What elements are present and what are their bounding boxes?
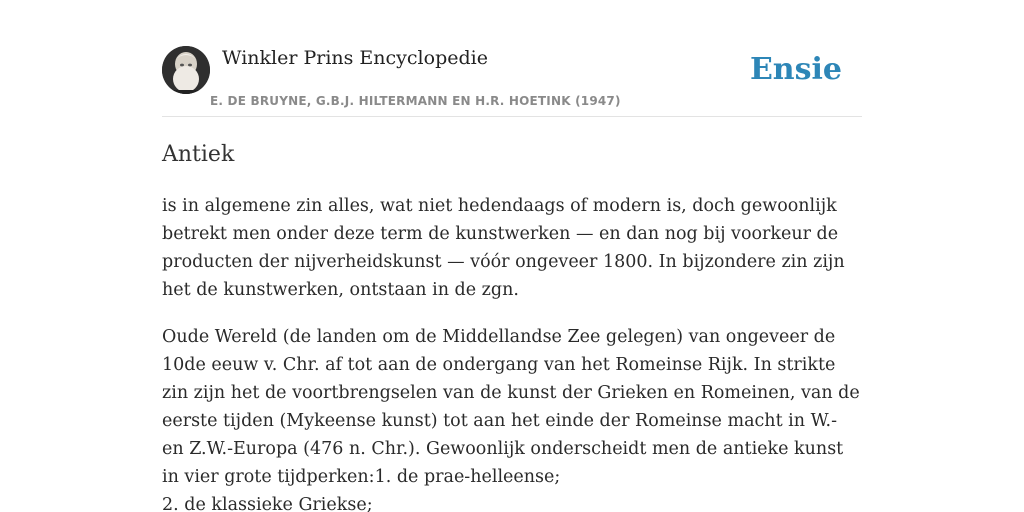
list-item-2: 2. de klassieke Griekse; [162, 495, 373, 512]
entry-body [162, 192, 862, 512]
brand-logo[interactable]: Ensie [749, 52, 842, 87]
entry-paragraph-2-text: Oude Wereld (de landen om de Middellandse Zee gelegen) van ongeveer de 10de eeuw v. Chr. af tot aan de ondergang van het Romeinse Rijk. In strikte zin zijn het de voortbrengselen van de kunst der Grieken en Romeinen, van de eerste tijden (Mykeense kunst) tot aan het einde der Romeinse macht in W.- en Z.W.-Europa (476 n. Chr.). Gewoonlijk onderscheidt men de antieke kunst in vier grote tijdperken:1. de prae-helleense; [162, 327, 860, 487]
portrait-avatar-icon [162, 46, 210, 94]
entry-paragraph-2 [162, 323, 862, 512]
entry-paragraph-1: is in algemene zin alles, wat niet hedendaags of modern is, doch gewoonlijk betrekt men onder deze term de kunstwerken — en dan nog bij voorkeur de producten der nijverheidskunst — vóór ongeveer 1800. In bijzondere zin zijn het de kunstwerken, ontstaan in de zgn. [162, 196, 845, 300]
source-header [162, 44, 862, 117]
entry-title: Antiek [162, 142, 235, 167]
source-title[interactable]: Winkler Prins Encyclopedie [222, 47, 488, 69]
authors-line: E. DE BRUYNE, G.B.J. HILTERMANN EN H.R. HOETINK (1947) [210, 94, 621, 108]
